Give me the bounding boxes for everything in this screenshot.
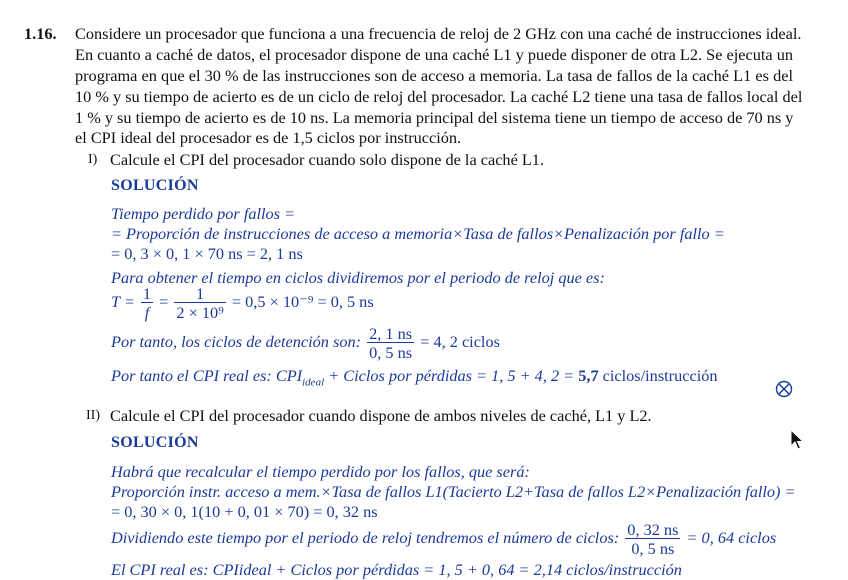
part1-solution-heading: SOLUCIÓN [111, 177, 199, 194]
cpi-text: Por tanto el CPI real es: CPI [111, 366, 303, 385]
part2-line-3: = 0, 30 × 0, 1(10 + 0, 01 × 70) = 0, 32 ns [111, 502, 378, 521]
eq-lhs: T = [111, 292, 135, 311]
cpi-subscript: ideal [302, 376, 325, 389]
div-fraction-num: 0, 32 ns [627, 519, 679, 539]
eq-fraction-2-num: 1 [174, 285, 225, 303]
part1-line-4: Para obtener el tiempo en ciclos dividiremos por el periodo de reloj que es: [111, 268, 605, 287]
eq-fraction-2-den: 2 × 10⁹ [176, 302, 224, 322]
part2-line-1: Habrá que recalcular el tiempo perdido por los fallos, que será: [111, 462, 530, 481]
stall-result: = 4, 2 ciclos [420, 332, 500, 351]
part1-line-3: = 0, 3 × 0, 1 × 70 ns = 2, 1 ns [111, 244, 303, 263]
circled-times-icon [775, 380, 793, 398]
part2-last-line: El CPI real es: CPIideal + Ciclos por pérdidas = 1, 5 + 0, 64 = 2,14 ciclos/instrucción [111, 560, 682, 579]
eq-rest: = 0,5 × 10⁻⁹ = 0, 5 ns [231, 292, 374, 311]
cpi-unit: ciclos/instrucción [598, 366, 718, 385]
problem-number: 1.16. [24, 24, 57, 43]
div-result: = 0, 64 ciclos [686, 528, 777, 547]
cpi-value: 5,7 [578, 366, 599, 385]
part1-marker: I) [88, 152, 98, 167]
part2-question: Calcule el CPI del procesador cuando dispone de ambos niveles de caché, L1 y L2. [110, 406, 652, 425]
part1-question: Calcule el CPI del procesador cuando solo dispone de la caché L1. [110, 150, 545, 169]
part2-solution-heading: SOLUCIÓN [111, 434, 199, 451]
stall-text: Por tanto, los ciclos de detención son: [111, 332, 362, 351]
eq-fraction-1 [141, 285, 153, 322]
stall-fraction-den: 0, 5 ns [369, 342, 413, 362]
eq-fraction-2 [174, 285, 225, 322]
eq-fraction-1-den: f [144, 302, 150, 322]
part1-period-equation [111, 284, 374, 322]
part1-stall-cycles [111, 324, 500, 362]
part2-line-2: Proporción instr. acceso a mem.×Tasa de fallos L1(Tacierto L2+Tasa de fallos L2×Penalización fallo) = [111, 482, 796, 501]
part1-cpi-result [111, 366, 718, 392]
eq-equals: = [159, 292, 169, 311]
stall-fraction [367, 325, 414, 362]
mouse-pointer-icon [790, 429, 804, 451]
div-fraction [625, 521, 680, 558]
problem-line-4: 10 % y su tiempo de acierto es de un ciclo de reloj del procesador. La caché L2 tiene una tasa de fallos local del [75, 87, 803, 106]
div-fraction-den: 0, 5 ns [631, 538, 675, 558]
cpi-mid: + Ciclos por pérdidas = 1, 5 + 4, 2 = [324, 366, 579, 385]
stall-fraction-num: 2, 1 ns [369, 323, 413, 343]
part2-cycles [111, 520, 776, 558]
part1-line-1: Tiempo perdido por fallos = [111, 204, 296, 223]
problem-line-6: el CPI ideal del procesador es de 1,5 ciclos por instrucción. [75, 128, 462, 147]
part1-line-2: = Proporción de instrucciones de acceso a memoria×Tasa de fallos×Penalización por fallo = [111, 224, 725, 243]
div-text: Dividiendo este tiempo por el periodo de reloj tendremos el número de ciclos: [111, 528, 620, 547]
problem-line-5: 1 % y su tiempo de acierto es de 10 ns. La memoria principal del sistema tiene un tiempo de acceso de 70 ns y [75, 108, 794, 127]
problem-line-2: En cuanto a caché de datos, el procesador dispone de una caché L1 y puede disponer de otra L2. Se ejecuta un [75, 45, 793, 64]
eq-fraction-1-num: 1 [142, 283, 152, 303]
problem-line-3: programa en que el 30 % de las instrucciones son de acceso a memoria. La tasa de fallos de la caché L1 es del [75, 66, 793, 85]
problem-line-1: Considere un procesador que funciona a una frecuencia de reloj de 2 GHz con una caché de instrucciones ideal. [75, 24, 802, 43]
part2-marker: II) [86, 408, 100, 423]
